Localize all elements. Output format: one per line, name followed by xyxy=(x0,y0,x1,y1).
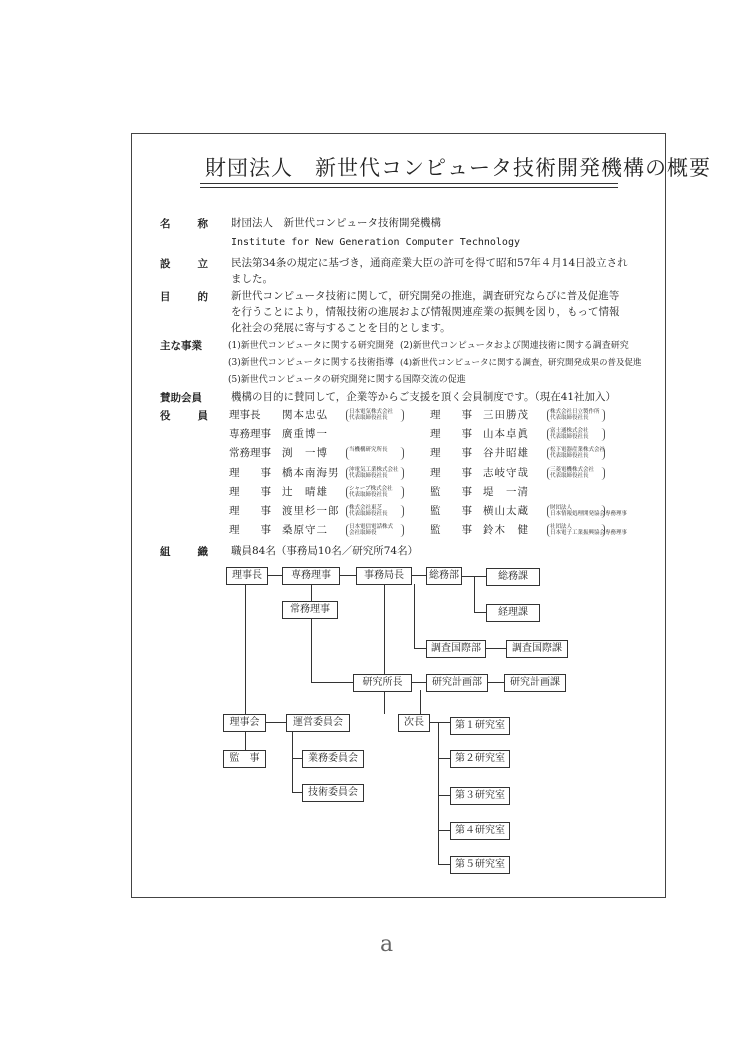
org-line xyxy=(430,722,450,723)
officer-name: 三田勝茂 xyxy=(483,409,529,421)
officer-affiliation-title: 代表取締役社長 xyxy=(349,472,388,479)
officer-name: 堤 一清 xyxy=(483,485,529,498)
page-title: 財団法人 新世代コンピュータ技術開発機構の概要 xyxy=(205,156,711,180)
org-box-chosa-ka: 調査国際課 xyxy=(506,640,568,658)
purpose-line-1: 新世代コンピュータ技術に関して，研究開発の推進，調査研究ならびに普及促進等 xyxy=(231,290,620,302)
purpose-line-2: を行うことにより，情報技術の進展および情報関連産業の振興を図り，もって情報 xyxy=(231,306,620,318)
officer-role: 理事長 xyxy=(229,409,261,421)
org-box-lab-4: 第４研究室 xyxy=(450,822,510,840)
org-box-jicho: 次長 xyxy=(398,714,430,732)
members-label: 賛助会員 xyxy=(160,392,202,404)
org-box-rijicho: 理事長 xyxy=(226,567,268,585)
officer-affiliation: シャープ株式会社 xyxy=(349,485,393,492)
officer-name: 桑原守二 xyxy=(282,524,328,537)
officer-role: 理 事 xyxy=(229,466,271,479)
org-line xyxy=(311,618,312,682)
org-line xyxy=(438,864,450,865)
officer-affiliation-title: 代表取締役社長 xyxy=(550,472,589,479)
officer-role: 理 事 xyxy=(229,485,271,498)
officer-role: 理 事 xyxy=(229,505,271,517)
officers-label: 役 員 xyxy=(160,410,210,422)
org-box-somubu: 総務部 xyxy=(426,567,462,585)
officer-affiliation-title: 代表取締役社長 xyxy=(550,453,589,460)
org-box-lab-2: 第２研究室 xyxy=(450,750,510,768)
officer-affiliation-title: 会社取締役 xyxy=(349,530,377,537)
officer-role: 常務理事 xyxy=(229,447,271,460)
org-line xyxy=(412,682,426,683)
officer-role: 理 事 xyxy=(430,447,472,460)
officer-affiliation: 当機構研究所長 xyxy=(349,447,388,454)
org-box-chosa-bu: 調査国際部 xyxy=(426,640,486,658)
officer-affiliation: 財団法人 xyxy=(550,505,573,511)
organization-text: 職員84名（事務局10名／研究所74名） xyxy=(231,545,419,557)
org-box-rijikai: 理事会 xyxy=(223,714,266,732)
org-line xyxy=(384,690,385,714)
officer-name: 志岐守哉 xyxy=(483,466,529,479)
org-box-unei: 運営委員会 xyxy=(286,714,350,732)
officer-role: 理 事 xyxy=(229,524,271,537)
org-box-jomu: 常務理事 xyxy=(282,601,338,619)
org-box-senmu: 専務理事 xyxy=(282,567,340,585)
officer-affiliation-title: 代表取締役社長 xyxy=(349,415,388,421)
name-en: Institute for New Generation Computer Technology xyxy=(231,237,520,248)
org-line xyxy=(412,575,426,576)
org-line xyxy=(438,722,439,864)
officer-affiliation: 社団法人 xyxy=(550,524,573,531)
org-line xyxy=(245,730,246,750)
business-item-2: (2)新世代コンピュータおよび関連技術に関する調査研究 xyxy=(400,341,629,351)
officer-name: 関本忠弘 xyxy=(282,409,328,421)
officer-affiliation-title: 代表取締役社長 xyxy=(349,491,388,498)
org-line xyxy=(268,575,282,576)
officer-role: 監 事 xyxy=(430,524,472,537)
org-box-lab-5: 第５研究室 xyxy=(450,856,510,874)
officer-affiliation: 日本電気株式会社 xyxy=(349,409,394,415)
org-line xyxy=(438,830,450,831)
org-line xyxy=(266,722,286,723)
officer-affiliation: 三菱電機株式会社 xyxy=(550,466,595,473)
org-line xyxy=(414,648,426,649)
founded-line-1: 民法第34条の規定に基づき，通商産業大臣の許可を得て昭和57年４月14日設立され xyxy=(231,257,628,269)
founded-line-2: ました。 xyxy=(231,273,273,285)
officer-affiliation-title: 代表取締役社長 xyxy=(550,415,589,421)
name-jp: 財団法人 新世代コンピュータ技術開発機構 xyxy=(231,217,441,229)
officer-affiliation: 株式会社日立製作所 xyxy=(550,409,600,415)
org-box-somuka: 総務課 xyxy=(486,568,540,586)
business-item-1: (1)新世代コンピュータに関する研究開発 xyxy=(228,341,394,351)
business-item-3: (3)新世代コンピュータに関する技術指導 xyxy=(228,358,394,368)
officer-name: 辻 晴雄 xyxy=(282,485,328,498)
officer-name: 谷井昭雄 xyxy=(483,447,529,460)
officer-affiliation: 株式会社東芝 xyxy=(349,505,383,511)
org-line xyxy=(245,584,246,716)
org-line xyxy=(438,795,450,796)
officer-name: 渕 一博 xyxy=(282,447,328,460)
business-item-5: (5)新世代コンピュータの研究開発に関する国際交流の促進 xyxy=(228,375,466,385)
officer-affiliation: 日本電信電話株式 xyxy=(349,524,394,531)
officer-affiliation: 松下電器産業株式会社 xyxy=(550,447,606,454)
officer-affiliation-title: 日本電子工業振興協会専務理事 xyxy=(550,530,628,537)
business-label: 主な事業 xyxy=(160,340,202,352)
org-box-keikaku-bu: 研究計画部 xyxy=(426,674,488,692)
org-line xyxy=(340,575,356,576)
founded-label: 設 立 xyxy=(160,258,210,270)
org-line xyxy=(292,792,302,793)
officer-affiliation-title: 日本情報処理開発協会専務理事 xyxy=(550,511,628,517)
officer-name: 横山太蔵 xyxy=(483,505,529,517)
organization-label: 組 織 xyxy=(160,546,210,558)
officer-name: 山本卓眞 xyxy=(483,428,529,441)
officer-role: 専務理事 xyxy=(229,428,271,441)
org-box-kanji: 監 事 xyxy=(223,750,266,768)
org-box-keikaku-ka: 研究計画課 xyxy=(504,674,566,692)
officer-affiliation-title: 代表取締役社長 xyxy=(349,511,388,517)
org-box-keirika: 経理課 xyxy=(486,604,540,622)
purpose-label: 目 的 xyxy=(160,291,210,303)
officer-role: 理 事 xyxy=(430,466,472,479)
org-line xyxy=(384,584,385,680)
purpose-line-3: 化社会の発展に寄与することを目的とします。 xyxy=(231,322,451,334)
org-line xyxy=(414,584,415,648)
org-line xyxy=(292,758,302,759)
officer-name: 渡里杉一郎 xyxy=(282,505,340,517)
org-box-kenkyushocho: 研究所長 xyxy=(353,674,412,692)
org-box-jimukyokucho: 事務局長 xyxy=(356,567,412,585)
org-box-lab-1: 第１研究室 xyxy=(450,717,510,735)
org-line xyxy=(311,584,312,602)
org-line xyxy=(438,758,450,759)
org-line xyxy=(486,648,506,649)
officer-role: 監 事 xyxy=(430,505,472,517)
business-item-4: (4)新世代コンピュータに関する調査，研究開発成果の普及促進 xyxy=(400,358,642,368)
members-text: 機構の目的に賛同して，企業等からご支援を頂く会員制度です。（現在41社加入） xyxy=(231,391,617,403)
officer-role: 理 事 xyxy=(430,428,472,441)
name-label: 名 称 xyxy=(160,218,210,230)
org-box-lab-3: 第３研究室 xyxy=(450,787,510,805)
org-line xyxy=(474,612,486,613)
officer-name: 橋本南海男 xyxy=(282,466,340,479)
officer-affiliation: 沖電気工業株式会社 xyxy=(349,466,399,473)
officer-role: 理 事 xyxy=(430,409,472,421)
org-box-gyomu: 業務委員会 xyxy=(302,750,364,768)
officer-role: 監 事 xyxy=(430,485,472,498)
officer-affiliation: 富士通株式会社 xyxy=(550,428,589,435)
org-line xyxy=(474,576,475,612)
handwritten-mark: a xyxy=(380,932,394,957)
org-line xyxy=(311,682,353,683)
org-box-gijutsu: 技術委員会 xyxy=(302,784,364,802)
org-line xyxy=(292,730,293,792)
title-underline-second xyxy=(200,187,618,188)
officer-name: 鈴木 健 xyxy=(483,524,529,537)
title-underline xyxy=(200,183,618,184)
officer-name: 廣重博一 xyxy=(282,428,328,441)
org-line xyxy=(488,682,504,683)
officer-affiliation-title: 代表取締役社長 xyxy=(550,434,589,441)
